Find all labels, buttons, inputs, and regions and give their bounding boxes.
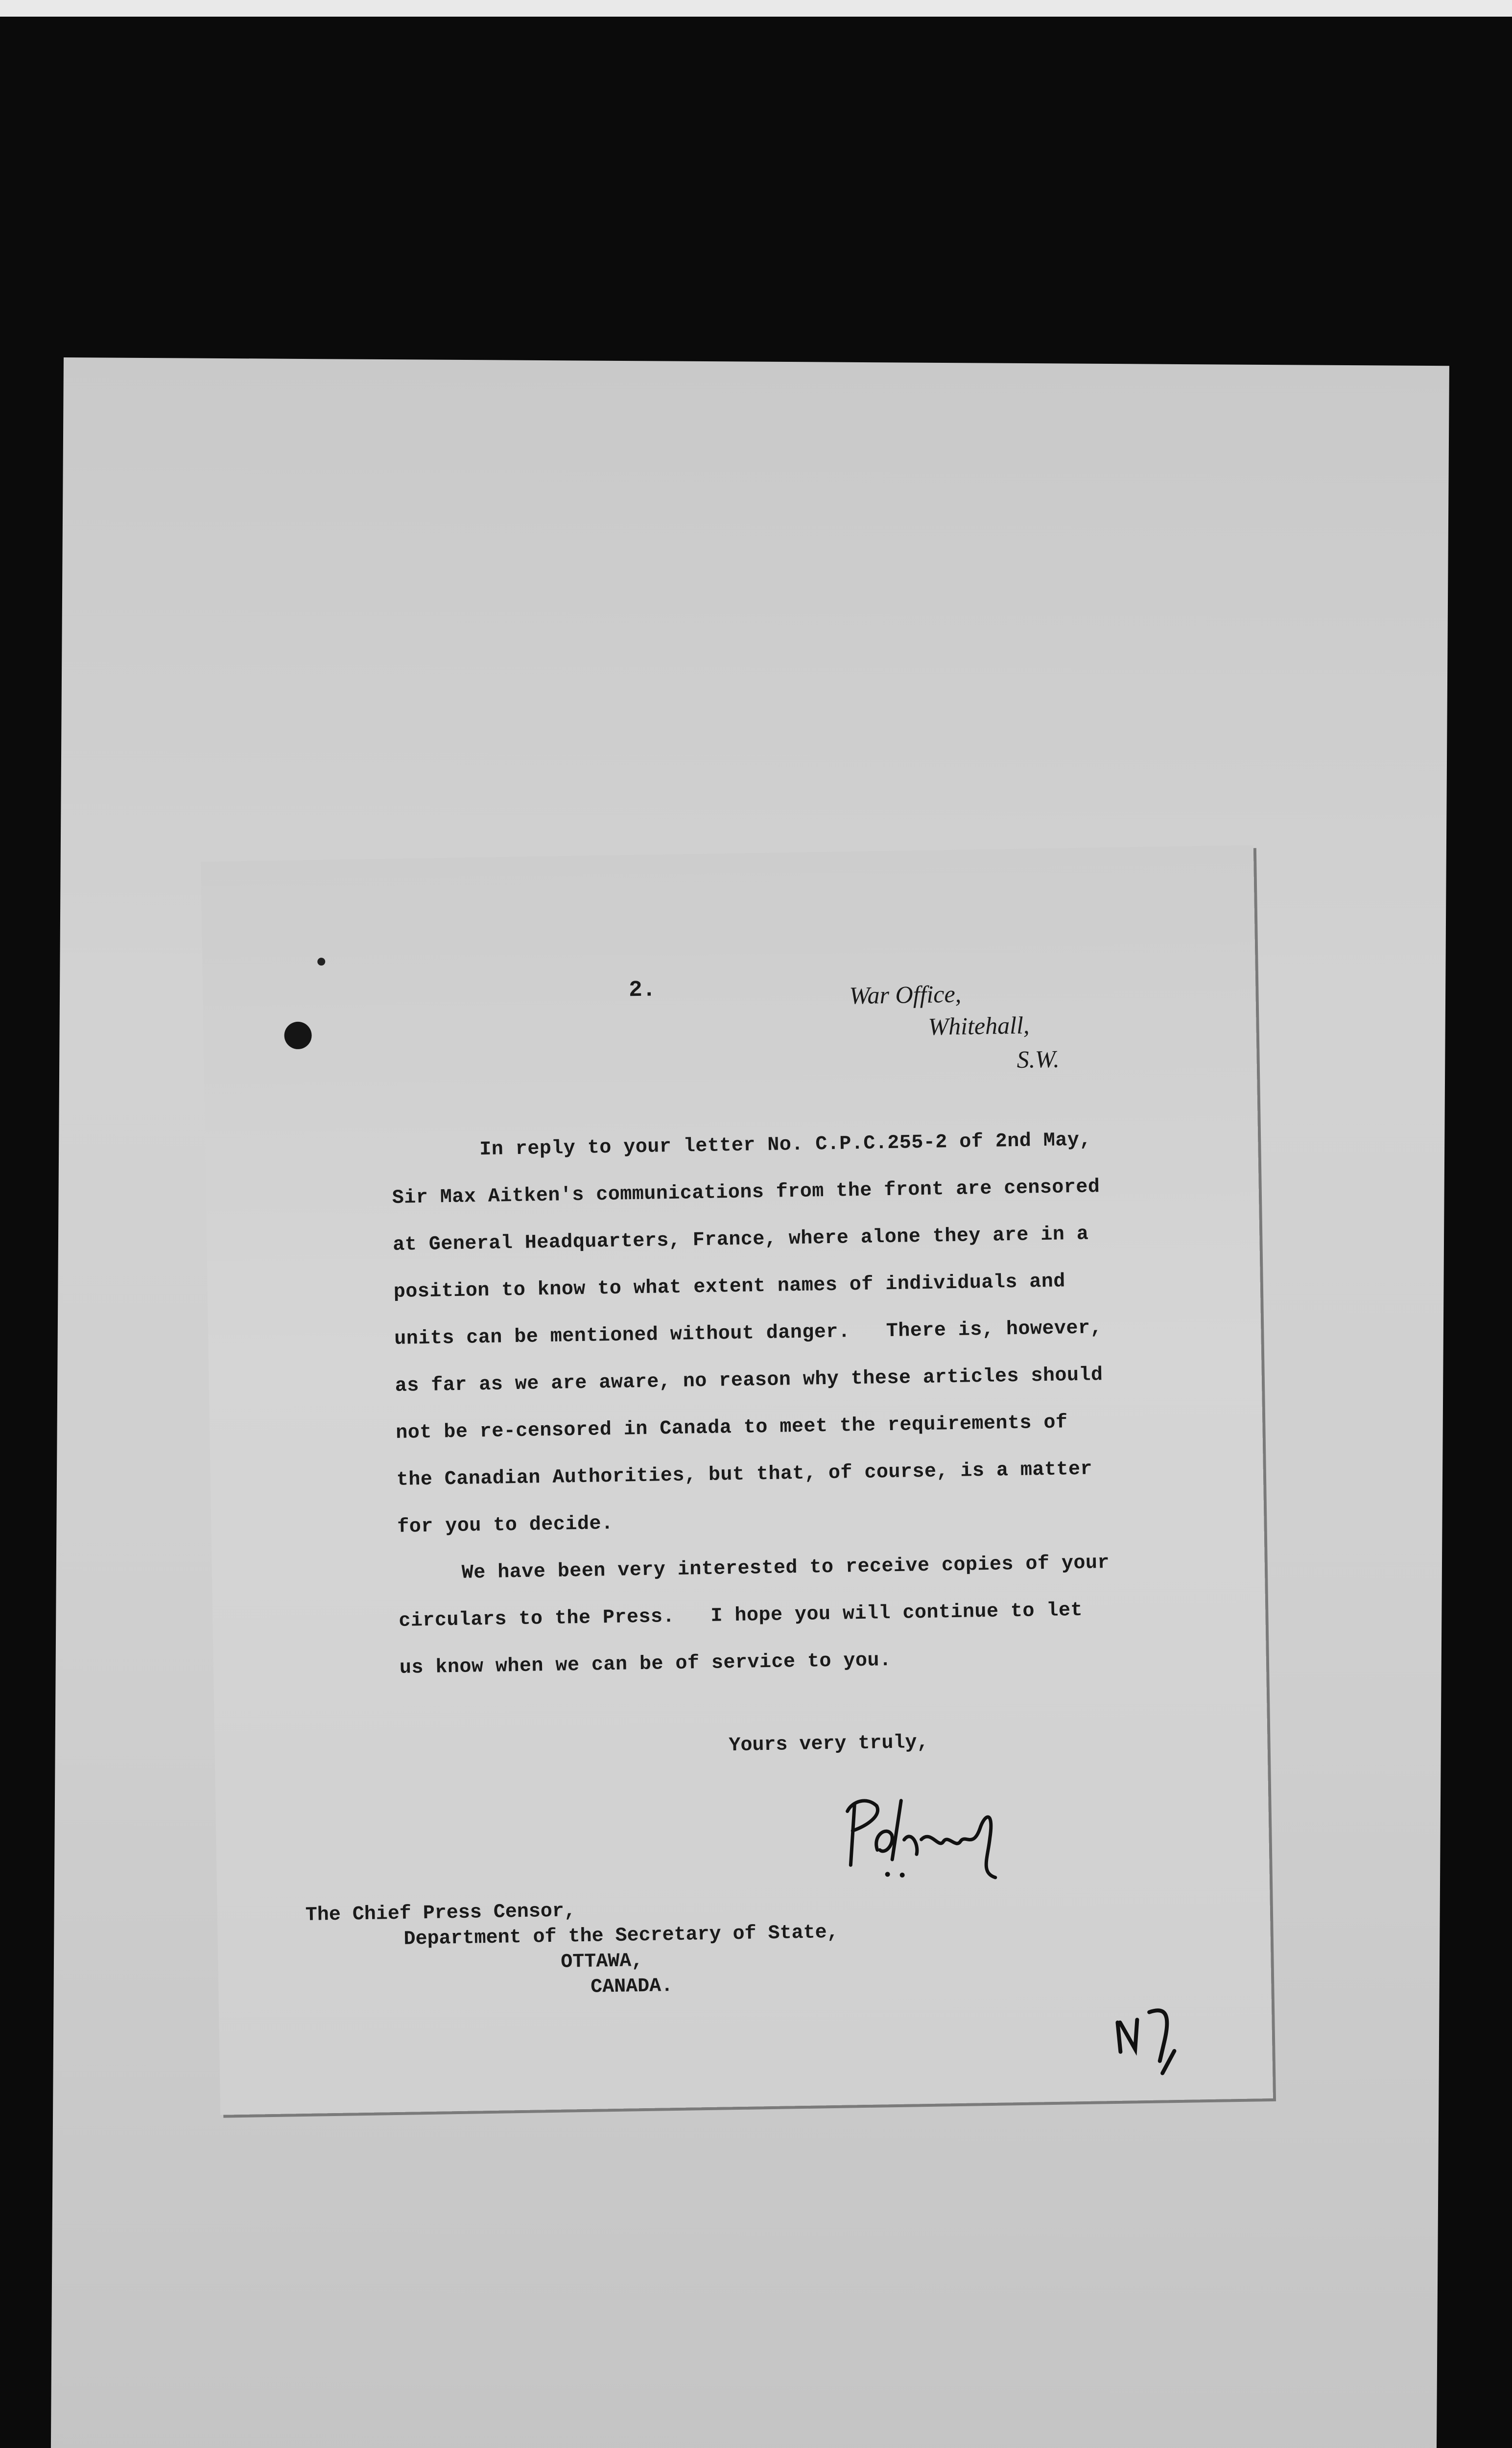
letterhead-line: S.W. (1016, 1045, 1060, 1073)
paragraph-2 (398, 1537, 1256, 1692)
punch-hole (284, 1021, 312, 1049)
addressee-line: The Chief Press Censor, (305, 1900, 576, 1927)
body-line: circulars to the Press. I hope you will continue to let (399, 1599, 1083, 1632)
handwritten-file-mark (1110, 2001, 1194, 2076)
body-line: position to know to what extent names of individuals and (393, 1271, 1066, 1303)
addressee-block (305, 1895, 839, 2005)
letterhead (820, 977, 1115, 1077)
body-line: units can be mentioned without danger. There is, however, (394, 1317, 1103, 1350)
body-line: In reply to your letter No. C.P.C.255-2 of 2nd May, (479, 1129, 1092, 1161)
body-line: for you to decide. (397, 1512, 614, 1538)
closing: Yours very truly, (729, 1731, 929, 1757)
handwritten-signature (832, 1779, 1020, 1890)
body-line: at General Headquarters, France, where alone they are in a (393, 1223, 1089, 1256)
paper-speck (317, 958, 325, 965)
body-line: Sir Max Aitken's communications from the front are censored (392, 1176, 1100, 1209)
addressee-line: OTTAWA, (561, 1950, 643, 1974)
addressee-line: Department of the Secretary of State, (403, 1921, 839, 1951)
film-top-edge (0, 0, 1512, 17)
body-line: us know when we can be of service to you. (399, 1649, 892, 1679)
body-line: We have been very interested to receive copies of your (461, 1552, 1110, 1584)
letter-page (201, 845, 1273, 2115)
body-line: not be re-censored in Canada to meet the requirements of (396, 1412, 1068, 1444)
body-line: as far as we are aware, no reason why these articles should (395, 1364, 1103, 1397)
paragraph-1 (391, 1114, 1254, 1551)
letter-body (391, 1114, 1257, 1692)
letterhead-line: Whitehall, (928, 1011, 1030, 1040)
letterhead-line: War Office, (849, 980, 962, 1010)
addressee-line: CANADA. (590, 1975, 673, 1999)
page-number: 2. (628, 977, 656, 1003)
body-line: the Canadian Authorities, but that, of course, is a matter (396, 1458, 1093, 1491)
